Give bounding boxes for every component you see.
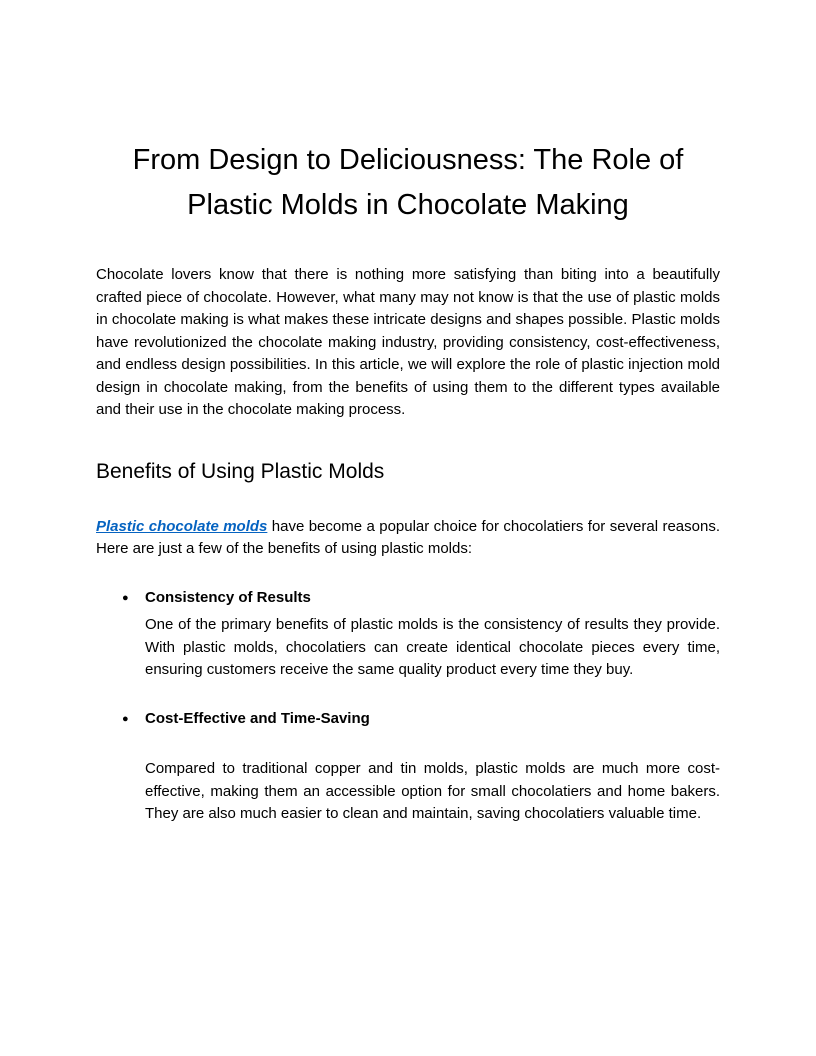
bullet-icon: ● [122, 591, 129, 604]
plastic-chocolate-molds-link[interactable]: Plastic chocolate molds [96, 517, 268, 535]
bullet-heading-cost-effective: Cost-Effective and Time-Saving [145, 709, 370, 727]
list-item-cost-effective [96, 708, 720, 826]
bullet-body-consistency: One of the primary benefits of plastic molds is the consistency of results they provide. With plastic molds, chocolatiers can create identical chocolate pieces every time, ensuring customers receive the same quality product every time they buy. [145, 616, 720, 678]
document-title-line-2: Plastic Molds in Chocolate Making [187, 189, 629, 221]
bullet-body-cost-effective: Compared to traditional copper and tin molds, plastic molds are much more cost-effective, making them an accessible option for small chocolatiers and home bakers. They are also much easier to clean and maintain, saving chocolatiers valuable time. [145, 760, 720, 822]
link-paragraph [96, 516, 720, 561]
bullet-icon: ● [122, 712, 129, 725]
document-title-line-1: From Design to Deliciousness: The Role of [132, 144, 684, 176]
section-heading-benefits: Benefits of Using Plastic Molds [96, 459, 385, 483]
benefits-list [96, 587, 720, 826]
list-item-consistency [96, 587, 720, 682]
intro-paragraph: Chocolate lovers know that there is nothing more satisfying than biting into a beautifully crafted piece of chocolate. However, what many may not know is that the use of plastic molds in chocolate making is what makes these intricate designs and shapes possible. Plastic molds have revolutionized the chocolate making industry, providing consistency, cost-effectiveness, and endless design possibilities. In this article, we will explore the role of plastic injection mold design in chocolate making, from the benefits of using them to the different types available and their use in the chocolate making process. [96, 266, 720, 418]
bullet-heading-consistency: Consistency of Results [145, 588, 311, 606]
document-title [96, 138, 720, 228]
link-paragraph-rest: have become a popular choice for chocolatiers for several reasons. Here are just a few of the benefits of using plastic molds: [96, 517, 720, 557]
